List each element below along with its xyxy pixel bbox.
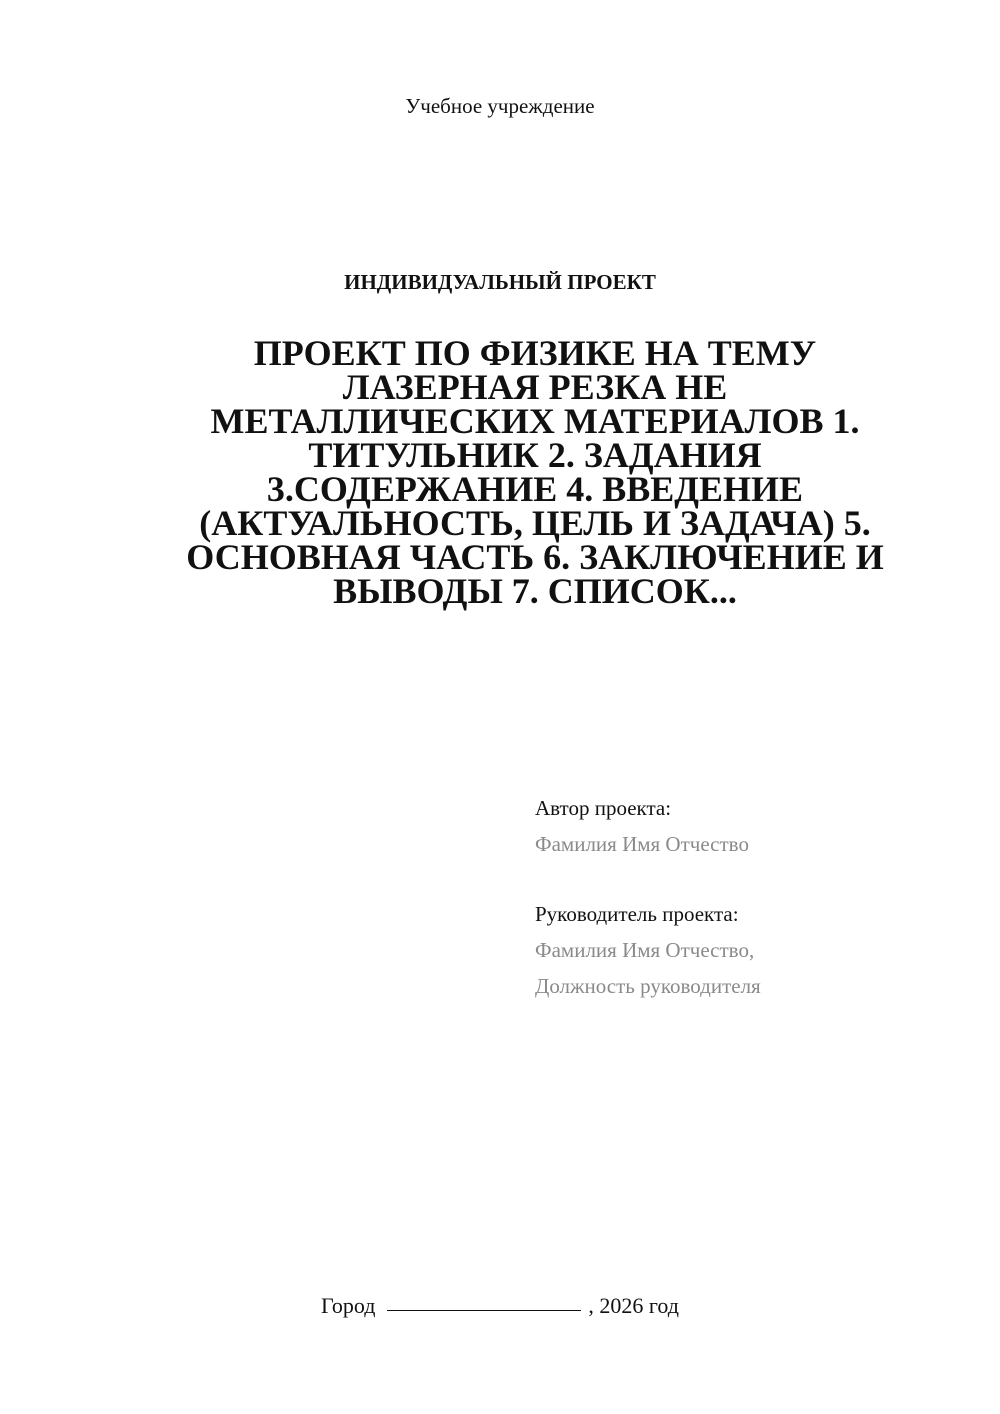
title-line: ОСНОВНАЯ ЧАСТЬ 6. ЗАКЛЮЧЕНИЕ И — [186, 537, 884, 577]
title-line: (АКТУАЛЬНОСТЬ, ЦЕЛЬ И ЗАДАЧА) 5. — [199, 503, 871, 543]
title-line: ЛАЗЕРНАЯ РЕЗКА НЕ — [342, 367, 728, 407]
supervisor-label: Руководитель проекта: — [535, 902, 739, 926]
institution-name: Учебное учреждение — [405, 94, 595, 118]
author-label: Автор проекта: — [535, 796, 672, 820]
title-line: ВЫВОДЫ 7. СПИСОК... — [333, 571, 737, 611]
title-line: МЕТАЛЛИЧЕСКИХ МАТЕРИАЛОВ 1. — [210, 401, 860, 441]
title-line: ПРОЕКТ ПО ФИЗИКЕ НА ТЕМУ — [253, 333, 817, 373]
footer-city-year — [0, 1290, 1000, 1321]
document-type: ИНДИВИДУАЛЬНЫЙ ПРОЕКТ — [344, 270, 656, 294]
supervisor-position: Должность руководителя — [535, 974, 761, 998]
city-label: Город — [321, 1293, 376, 1318]
year-label: , 2026 год — [588, 1293, 679, 1318]
credits-block — [535, 790, 975, 1004]
project-title — [160, 333, 910, 611]
supervisor-name: Фамилия Имя Отчество, — [535, 938, 755, 962]
city-blank-line — [387, 1288, 581, 1311]
spacer — [535, 862, 975, 896]
author-name: Фамилия Имя Отчество — [535, 832, 749, 856]
title-line: 3.СОДЕРЖАНИЕ 4. ВВЕДЕНИЕ — [266, 469, 804, 509]
title-line: ТИТУЛЬНИК 2. ЗАДАНИЯ — [308, 435, 762, 475]
